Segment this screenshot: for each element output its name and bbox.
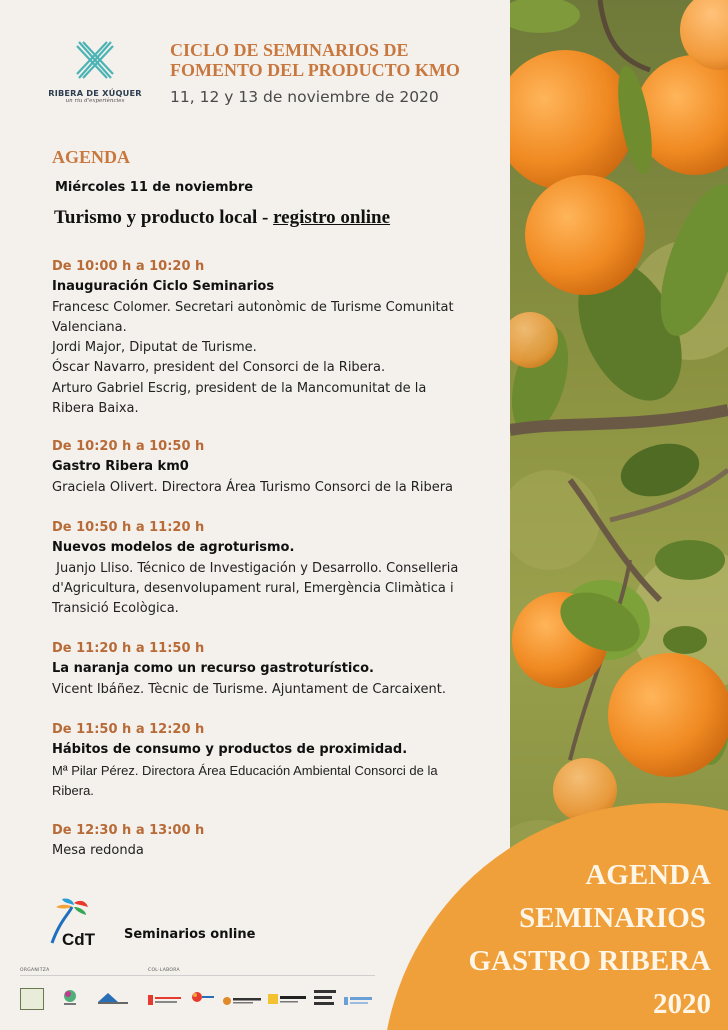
- organiza-label: ORGANITZA: [20, 968, 50, 973]
- session-time: De 11:50 h a 12:20 h: [52, 722, 205, 737]
- badge-line-4: 2020: [653, 988, 711, 1020]
- ribera-logo-mark-icon: [73, 38, 117, 82]
- partner-logo-2-icon: [60, 988, 80, 1008]
- badge-line-2: SEMINARIOS: [519, 902, 706, 934]
- registration-link[interactable]: registro online: [273, 207, 391, 228]
- session-name: Inauguración Ciclo Seminarios: [52, 279, 275, 295]
- ribera-xuquer-logo: [48, 38, 142, 108]
- session-desc-line: Óscar Navarro, president del Consorci de la Ribera.: [52, 360, 386, 376]
- badge-text: [452, 854, 728, 1026]
- subtitle-text: Turismo y producto local: [54, 207, 258, 228]
- session-desc-line: Ribera Baixa.: [52, 401, 139, 417]
- brand-tagline: un riu d'experiències: [65, 98, 125, 104]
- session-desc-line: Mª Pilar Pérez. Directora Área Educación Ambiental Consorci de la: [52, 762, 438, 778]
- session-desc-line: Jordi Major, Diputat de Turisme.: [52, 340, 257, 356]
- session-name: Gastro Ribera km0: [52, 459, 189, 475]
- session-desc-line: Francesc Colomer. Secretari autonòmic de Turisme Comunitat: [52, 299, 454, 315]
- title-line-1: CICLO DE SEMINARIOS DE: [170, 40, 409, 60]
- partner-logo-6-icon: [222, 992, 262, 1004]
- session-name: Hábitos de consumo y productos de proximidad.: [52, 742, 408, 758]
- partner-logo-4-icon: [148, 992, 182, 1006]
- session-time: De 10:00 h a 10:20 h: [52, 259, 205, 274]
- subtitle-separator: -: [257, 207, 274, 228]
- session-item: [52, 257, 492, 419]
- agenda-day: Miércoles 11 de noviembre: [55, 180, 254, 195]
- colabora-label: COL·LABORA: [148, 968, 180, 973]
- partner-logo-7-icon: [268, 991, 308, 1005]
- badge-line-3: GASTRO RIBERA: [468, 945, 711, 977]
- cdt-palm-icon: [48, 895, 110, 949]
- session-desc-line: Mesa redonda: [52, 843, 144, 859]
- session-item: [52, 639, 492, 700]
- session-desc-line: Valenciana.: [52, 319, 127, 335]
- session-name: La naranja como un recurso gastroturístico.: [52, 661, 374, 677]
- partner-logo-5-icon: [190, 990, 216, 1006]
- partners-divider: [20, 975, 375, 976]
- badge-line-1: AGENDA: [585, 859, 711, 891]
- session-desc-line: Arturo Gabriel Escrig, president de la Mancomunitat de la: [52, 380, 427, 396]
- session-name: Nuevos modelos de agroturismo.: [52, 540, 295, 556]
- session-item: [52, 518, 492, 619]
- partner-logo-8-icon: [314, 988, 338, 1008]
- cdt-logo-text: CdT: [62, 930, 96, 949]
- seminars-online-label: Seminarios online: [124, 927, 256, 942]
- agenda-heading: AGENDA: [52, 147, 131, 167]
- partner-logo-3-icon: [96, 990, 130, 1006]
- session-desc-line: Transició Ecològica.: [52, 601, 179, 617]
- session-time: De 11:20 h a 11:50 h: [52, 641, 205, 656]
- partner-logo-9-icon: [344, 992, 374, 1004]
- cdt-logo: [48, 895, 110, 949]
- session-desc-line: Ribera.: [52, 782, 94, 798]
- session-desc-line: Vicent Ibáñez. Tècnic de Turisme. Ajuntament de Carcaixent.: [52, 681, 446, 697]
- partner-logo-1-icon: [20, 988, 44, 1010]
- session-item: [52, 437, 492, 498]
- session-desc-line: Juanjo Lliso. Técnico de Investigación y Desarrollo. Conselleria: [52, 560, 459, 576]
- session-desc-line: Graciela Olivert. Directora Área Turismo Consorci de la Ribera: [52, 479, 454, 495]
- session-time: De 10:20 h a 10:50 h: [52, 439, 205, 454]
- event-dates: 11, 12 y 13 de noviembre de 2020: [170, 88, 439, 106]
- session-time: De 10:50 h a 11:20 h: [52, 520, 205, 535]
- session-item: [52, 821, 492, 862]
- session-desc-line: d'Agricultura, desenvolupament rural, Emergència Climàtica i: [52, 580, 454, 596]
- page-title: [170, 40, 500, 80]
- title-line-2: FOMENTO DEL PRODUCTO KMO: [170, 60, 460, 80]
- agenda-subtitle: [54, 207, 390, 229]
- session-item: [52, 720, 492, 801]
- session-time: De 12:30 h a 13:00 h: [52, 823, 205, 838]
- brand-name: RIBERA DE XÚQUER: [48, 88, 142, 98]
